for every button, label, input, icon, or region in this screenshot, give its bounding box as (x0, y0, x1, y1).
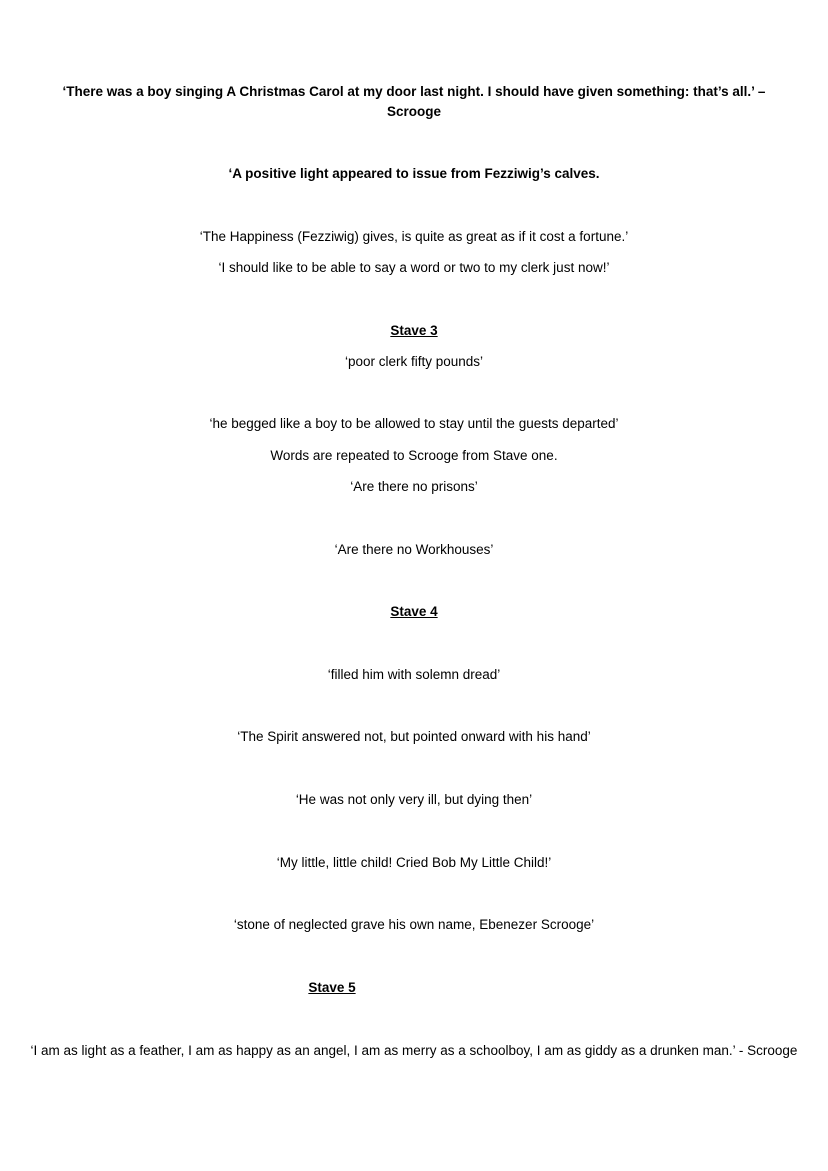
quote-neglected-grave: ‘stone of neglected grave his own name, Ebenezer Scrooge’ (233, 917, 595, 932)
quote-no-prisons: ‘Are there no prisons’ (350, 479, 478, 494)
quote-no-workhouses: ‘Are there no Workhouses’ (334, 542, 494, 557)
heading-stave-3: Stave 3 (390, 323, 438, 338)
quote-boy-singing: ‘There was a boy singing A Christmas Carol at my door last night. I should have given something: that’s all.’ – Scrooge (62, 84, 766, 119)
quote-begged-like-boy: ‘he begged like a boy to be allowed to stay until the guests departed’ (209, 416, 619, 431)
quote-poor-clerk: ‘poor clerk fifty pounds’ (344, 354, 484, 369)
quote-little-child: ‘My little, little child! Cried Bob My Little Child!’ (276, 855, 552, 870)
heading-stave-5: Stave 5 (308, 980, 356, 995)
quote-fezziwig-calves: ‘A positive light appeared to issue from Fezziwig’s calves. (228, 166, 600, 181)
quote-solemn-dread: ‘filled him with solemn dread’ (327, 667, 501, 682)
quote-spirit-answered-not: ‘The Spirit answered not, but pointed onward with his hand’ (237, 729, 591, 744)
note-words-repeated: Words are repeated to Scrooge from Stave one. (270, 448, 558, 463)
quote-word-to-clerk: ‘I should like to be able to say a word or two to my clerk just now!’ (218, 260, 610, 275)
quote-ill-dying: ‘He was not only very ill, but dying then’ (295, 792, 533, 807)
quote-light-as-feather: ‘I am as light as a feather, I am as happy as an angel, I am as merry as a schoolboy, I am as giddy as a drunken man.’ - Scrooge (30, 1043, 798, 1058)
heading-stave-4: Stave 4 (390, 604, 438, 619)
quote-happiness-fezziwig: ‘The Happiness (Fezziwig) gives, is quite as great as if it cost a fortune.’ (199, 229, 629, 244)
